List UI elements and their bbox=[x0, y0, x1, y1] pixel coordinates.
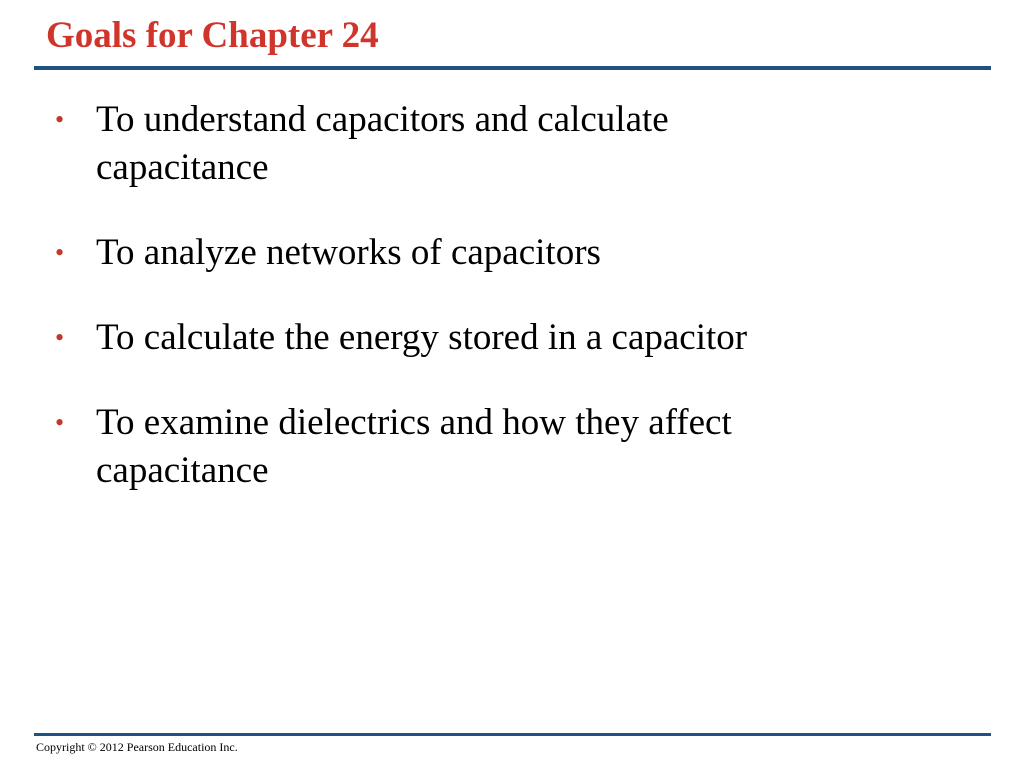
bullet-text: To understand capacitors and calculate capacitance bbox=[96, 99, 669, 188]
bullet-icon: • bbox=[55, 323, 65, 352]
bullet-item bbox=[48, 96, 836, 192]
title-divider bbox=[34, 66, 991, 70]
bullet-icon: • bbox=[55, 238, 65, 267]
footer-divider bbox=[34, 733, 991, 736]
bullet-list bbox=[48, 96, 948, 532]
bullet-text: To examine dielectrics and how they affect capacitance bbox=[96, 402, 732, 491]
slide-title: Goals for Chapter 24 bbox=[46, 15, 379, 56]
bullet-icon: • bbox=[55, 408, 65, 437]
bullet-text: To analyze networks of capacitors bbox=[96, 232, 601, 273]
bullet-item bbox=[48, 229, 948, 277]
bullet-text: To calculate the energy stored in a capacitor bbox=[96, 317, 748, 358]
bullet-item bbox=[48, 314, 948, 362]
copyright-notice: Copyright © 2012 Pearson Education Inc. bbox=[36, 740, 238, 754]
bullet-item bbox=[48, 399, 836, 495]
bullet-icon: • bbox=[55, 105, 65, 134]
